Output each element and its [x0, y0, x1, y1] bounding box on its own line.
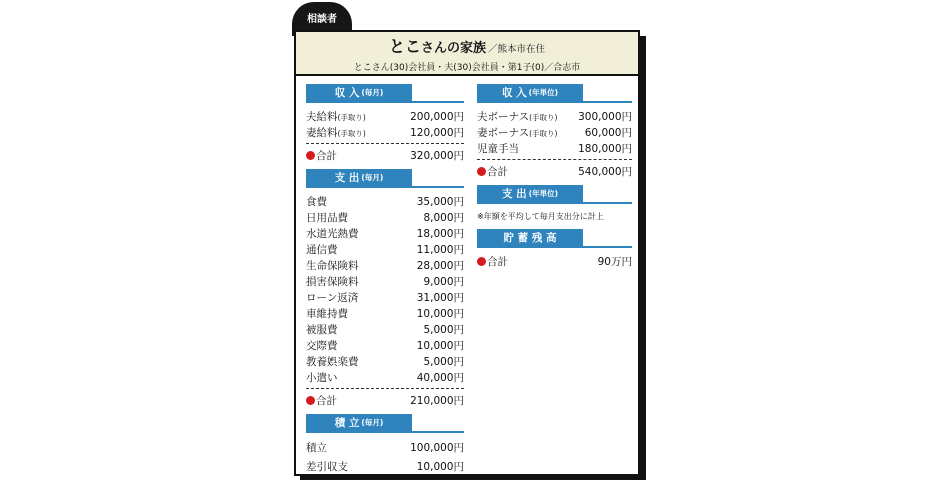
expense-monthly-list — [306, 193, 464, 385]
card-header — [296, 32, 638, 76]
list-item: 車維持費 10,000円 — [306, 307, 464, 320]
red-dot-icon — [477, 167, 486, 176]
list-item: 積立 100,000円 — [306, 442, 464, 454]
family-title — [389, 34, 545, 57]
section-rule — [477, 202, 632, 204]
family-members: とこさん(30)会社員・夫(30)会社員・第1子(0)／合志市 — [353, 62, 581, 73]
list-item: 日用品費 8,000円 — [306, 211, 464, 224]
list-item: 夫ボーナス(手取り) 300,000円 — [477, 110, 632, 123]
list-item: ローン返済 31,000円 — [306, 291, 464, 304]
family-name: とこ — [388, 36, 421, 56]
list-item: 通信費 11,000円 — [306, 243, 464, 256]
expense-monthly-heading — [306, 169, 464, 190]
list-item: 妻ボーナス(手取り) 60,000円 — [477, 126, 632, 139]
item-value: 200,000円 — [410, 110, 464, 123]
total-value: 210,000円 — [410, 394, 464, 407]
item-value: 120,000円 — [410, 126, 464, 139]
list-item: 差引収支 10,000円 — [306, 461, 464, 473]
section-rule — [306, 186, 464, 188]
income-monthly-list — [306, 108, 464, 140]
income-yearly-heading — [477, 84, 632, 105]
section-rule — [477, 101, 632, 103]
income-monthly-heading — [306, 84, 464, 105]
section-title: 収 入 — [334, 87, 360, 99]
section-rule — [306, 431, 464, 433]
total-value: 540,000円 — [578, 165, 632, 178]
list-item: 生命保険料 28,000円 — [306, 259, 464, 272]
section-unit: (年単位) — [528, 88, 558, 97]
total-value: 320,000円 — [410, 149, 464, 162]
list-item: 児童手当 180,000円 — [477, 142, 632, 155]
section-unit: (毎月) — [361, 88, 384, 97]
list-item: 妻給料(手取り) 120,000円 — [306, 126, 464, 139]
family-suffix: さんの家族 — [420, 40, 486, 56]
list-item: 夫給料(手取り) 200,000円 — [306, 110, 464, 123]
list-item: 教養娯楽費 5,000円 — [306, 355, 464, 368]
list-item: 被服費 5,000円 — [306, 323, 464, 336]
expense-monthly-total: 合計 210,000円 — [306, 392, 464, 408]
section-title: 積 立 — [334, 417, 360, 429]
section-title: 収 入 — [501, 87, 527, 99]
dashed-divider — [306, 143, 464, 144]
section-title: 支 出 — [334, 172, 360, 184]
section-rule — [306, 101, 464, 103]
section-unit: (毎月) — [361, 418, 384, 427]
section-rule — [477, 246, 632, 248]
section-title: 支 出 — [501, 188, 527, 200]
list-item: 小遣い 40,000円 — [306, 371, 464, 384]
red-dot-icon — [477, 257, 486, 266]
household-budget-card — [294, 30, 640, 476]
dashed-divider — [306, 388, 464, 389]
income-monthly-total: 合計 320,000円 — [306, 147, 464, 163]
savings-balance-heading — [477, 229, 632, 250]
consultant-tag: 相談者 — [292, 2, 352, 36]
total-value: 90万円 — [597, 255, 632, 268]
expense-yearly-note: ※年額を平均して毎月支出分に計上 — [477, 211, 604, 221]
family-location: ／熊本市在住 — [488, 43, 546, 55]
section-title: 貯 蓄 残 高 — [503, 232, 557, 244]
left-column — [306, 84, 464, 476]
savings-balance-total: 合計 90万円 — [477, 253, 632, 269]
section-unit: (年単位) — [528, 189, 558, 198]
right-column — [477, 84, 632, 269]
income-yearly-total: 合計 540,000円 — [477, 163, 632, 179]
red-dot-icon — [306, 151, 315, 160]
list-item: 交際費 10,000円 — [306, 339, 464, 352]
section-unit: (毎月) — [361, 173, 384, 182]
savings-monthly-heading — [306, 414, 464, 435]
list-item: 水道光熱費 18,000円 — [306, 227, 464, 240]
list-item: 食費 35,000円 — [306, 195, 464, 208]
red-dot-icon — [306, 396, 315, 405]
income-yearly-list — [477, 108, 632, 156]
expense-yearly-heading — [477, 185, 632, 206]
dashed-divider — [477, 159, 632, 160]
list-item: 損害保険料 9,000円 — [306, 275, 464, 288]
